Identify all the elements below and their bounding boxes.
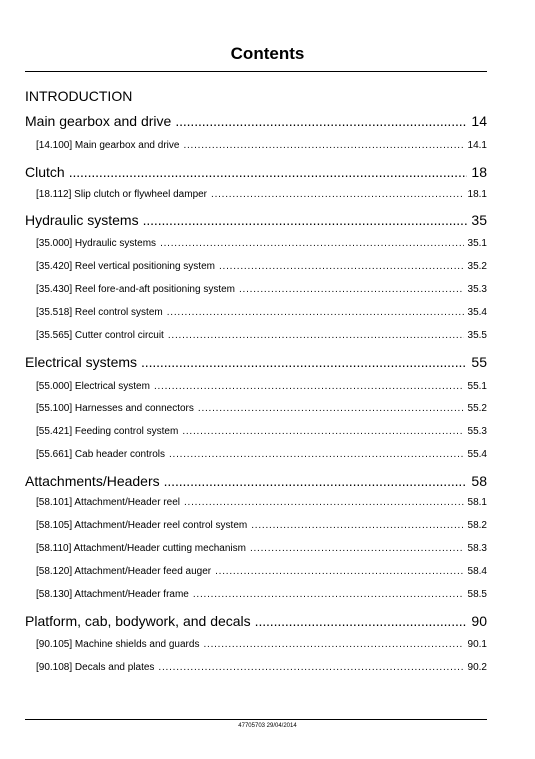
toc-entry-title: [58.105] Attachment/Header reel control system [36,520,248,531]
toc-leader-dots [183,140,463,151]
toc-leader-dots [198,403,464,414]
toc-entry[interactable] [36,566,487,577]
toc-leader-dots [141,354,467,370]
toc-leader-dots [193,589,464,600]
toc-leader-dots [250,543,464,554]
toc-leader-dots [168,330,464,341]
footer-doc-id: 47705703 29/04/2014 [238,723,297,729]
toc-leader-dots [211,189,464,200]
toc-section-page: 18 [471,164,487,180]
toc-entry[interactable] [36,426,487,437]
toc-entry-page: 58.2 [467,520,487,531]
toc-section-page: 14 [471,113,487,129]
toc-section[interactable] [25,613,487,629]
toc-leader-dots [175,113,467,129]
toc-entry[interactable] [36,543,487,554]
toc-section-title: Attachments/Headers [25,473,160,489]
toc-entry[interactable] [36,662,487,673]
toc-entry-page: 58.1 [467,497,487,508]
toc-section-title: Main gearbox and drive [25,113,172,129]
toc-entry-title: [58.120] Attachment/Header feed auger [36,566,212,577]
toc-entry-page: 55.3 [467,426,487,437]
toc-entry-page: 35.4 [467,307,487,318]
toc-leader-dots [219,261,464,272]
toc-leader-dots [239,284,464,295]
toc-entry-title: [90.108] Decals and plates [36,662,155,673]
toc-entry-page: 14.1 [467,140,487,151]
toc-section-title: Clutch [25,164,65,180]
toc-entry-page: 55.4 [467,449,487,460]
toc-entry-title: [35.000] Hydraulic systems [36,238,157,249]
toc-entry-page: 35.3 [467,284,487,295]
toc-entry-title: [55.661] Cab header controls [36,449,165,460]
toc-leader-dots [69,164,468,180]
toc-leader-dots [158,662,463,673]
toc-entry-page: 58.3 [467,543,487,554]
toc-entry[interactable] [36,381,487,392]
toc-entry-title: [90.105] Machine shields and guards [36,639,200,650]
page-title: Contents [230,44,305,63]
toc-entry-page: 58.4 [467,566,487,577]
toc-entry[interactable] [36,189,487,200]
toc-leader-dots [255,613,468,629]
toc-entry-title: [35.420] Reel vertical positioning system [36,261,215,272]
toc-leader-dots [167,307,464,318]
toc-entry-title: [14.100] Main gearbox and drive [36,140,180,151]
toc-entry[interactable] [36,497,487,508]
toc-section-title: Electrical systems [25,354,138,370]
toc-section-title: Platform, cab, bodywork, and decals [25,613,251,629]
toc-entry-title: [58.130] Attachment/Header frame [36,589,189,600]
toc-section-page: 90 [471,613,487,629]
toc-entry-page: 90.1 [467,639,487,650]
toc-entry-page: 58.5 [467,589,487,600]
toc-leader-dots [164,473,468,489]
toc-entry[interactable] [36,639,487,650]
toc-section-page: 55 [471,354,487,370]
toc-entry[interactable] [36,261,487,272]
toc-section[interactable] [25,354,487,370]
toc-entry-page: 18.1 [467,189,487,200]
toc-section[interactable] [25,212,487,228]
toc-leader-dots [203,639,463,650]
toc-entry-title: [18.112] Slip clutch or flywheel damper [36,189,208,200]
toc-leader-dots [154,381,464,392]
toc-leader-dots [160,238,463,249]
toc-entry[interactable] [36,284,487,295]
toc-leader-dots [169,449,464,460]
toc-entry[interactable] [36,520,487,531]
toc-section-page: 35 [471,212,487,228]
toc-leader-dots [215,566,463,577]
toc-entry[interactable] [36,330,487,341]
toc-section[interactable] [25,113,487,129]
toc-entry[interactable] [36,403,487,414]
toc-entry-title: [35.518] Reel control system [36,307,163,318]
toc-entry[interactable] [36,238,487,249]
toc-entry-title: [55.421] Feeding control system [36,426,179,437]
toc-entry-page: 90.2 [467,662,487,673]
toc-leader-dots [251,520,463,531]
toc-entry-title: [35.565] Cutter control circuit [36,330,164,341]
toc-section[interactable] [25,473,487,489]
toc-leader-dots [143,212,468,228]
toc-entry-page: 35.2 [467,261,487,272]
toc-entry[interactable] [36,307,487,318]
introduction-heading: INTRODUCTION [25,88,133,104]
toc-entry-page: 55.2 [467,403,487,414]
toc-entry-page: 55.1 [467,381,487,392]
toc-leader-dots [182,426,463,437]
toc-entry-title: [55.000] Electrical system [36,381,150,392]
toc-entry-title: [35.430] Reel fore-and-aft positioning system [36,284,235,295]
toc-entry[interactable] [36,449,487,460]
toc-section[interactable] [25,164,487,180]
toc-entry-page: 35.1 [467,238,487,249]
toc-entry-title: [55.100] Harnesses and connectors [36,403,194,414]
toc-leader-dots [184,497,464,508]
toc-entry[interactable] [36,589,487,600]
toc-entry[interactable] [36,140,487,151]
toc-section-page: 58 [471,473,487,489]
footer-rule [25,719,487,720]
toc-section-title: Hydraulic systems [25,212,139,228]
toc-entry-page: 35.5 [467,330,487,341]
toc-entry-title: [58.101] Attachment/Header reel [36,497,180,508]
title-rule [25,71,487,72]
toc-entry-title: [58.110] Attachment/Header cutting mechanism [36,543,246,554]
